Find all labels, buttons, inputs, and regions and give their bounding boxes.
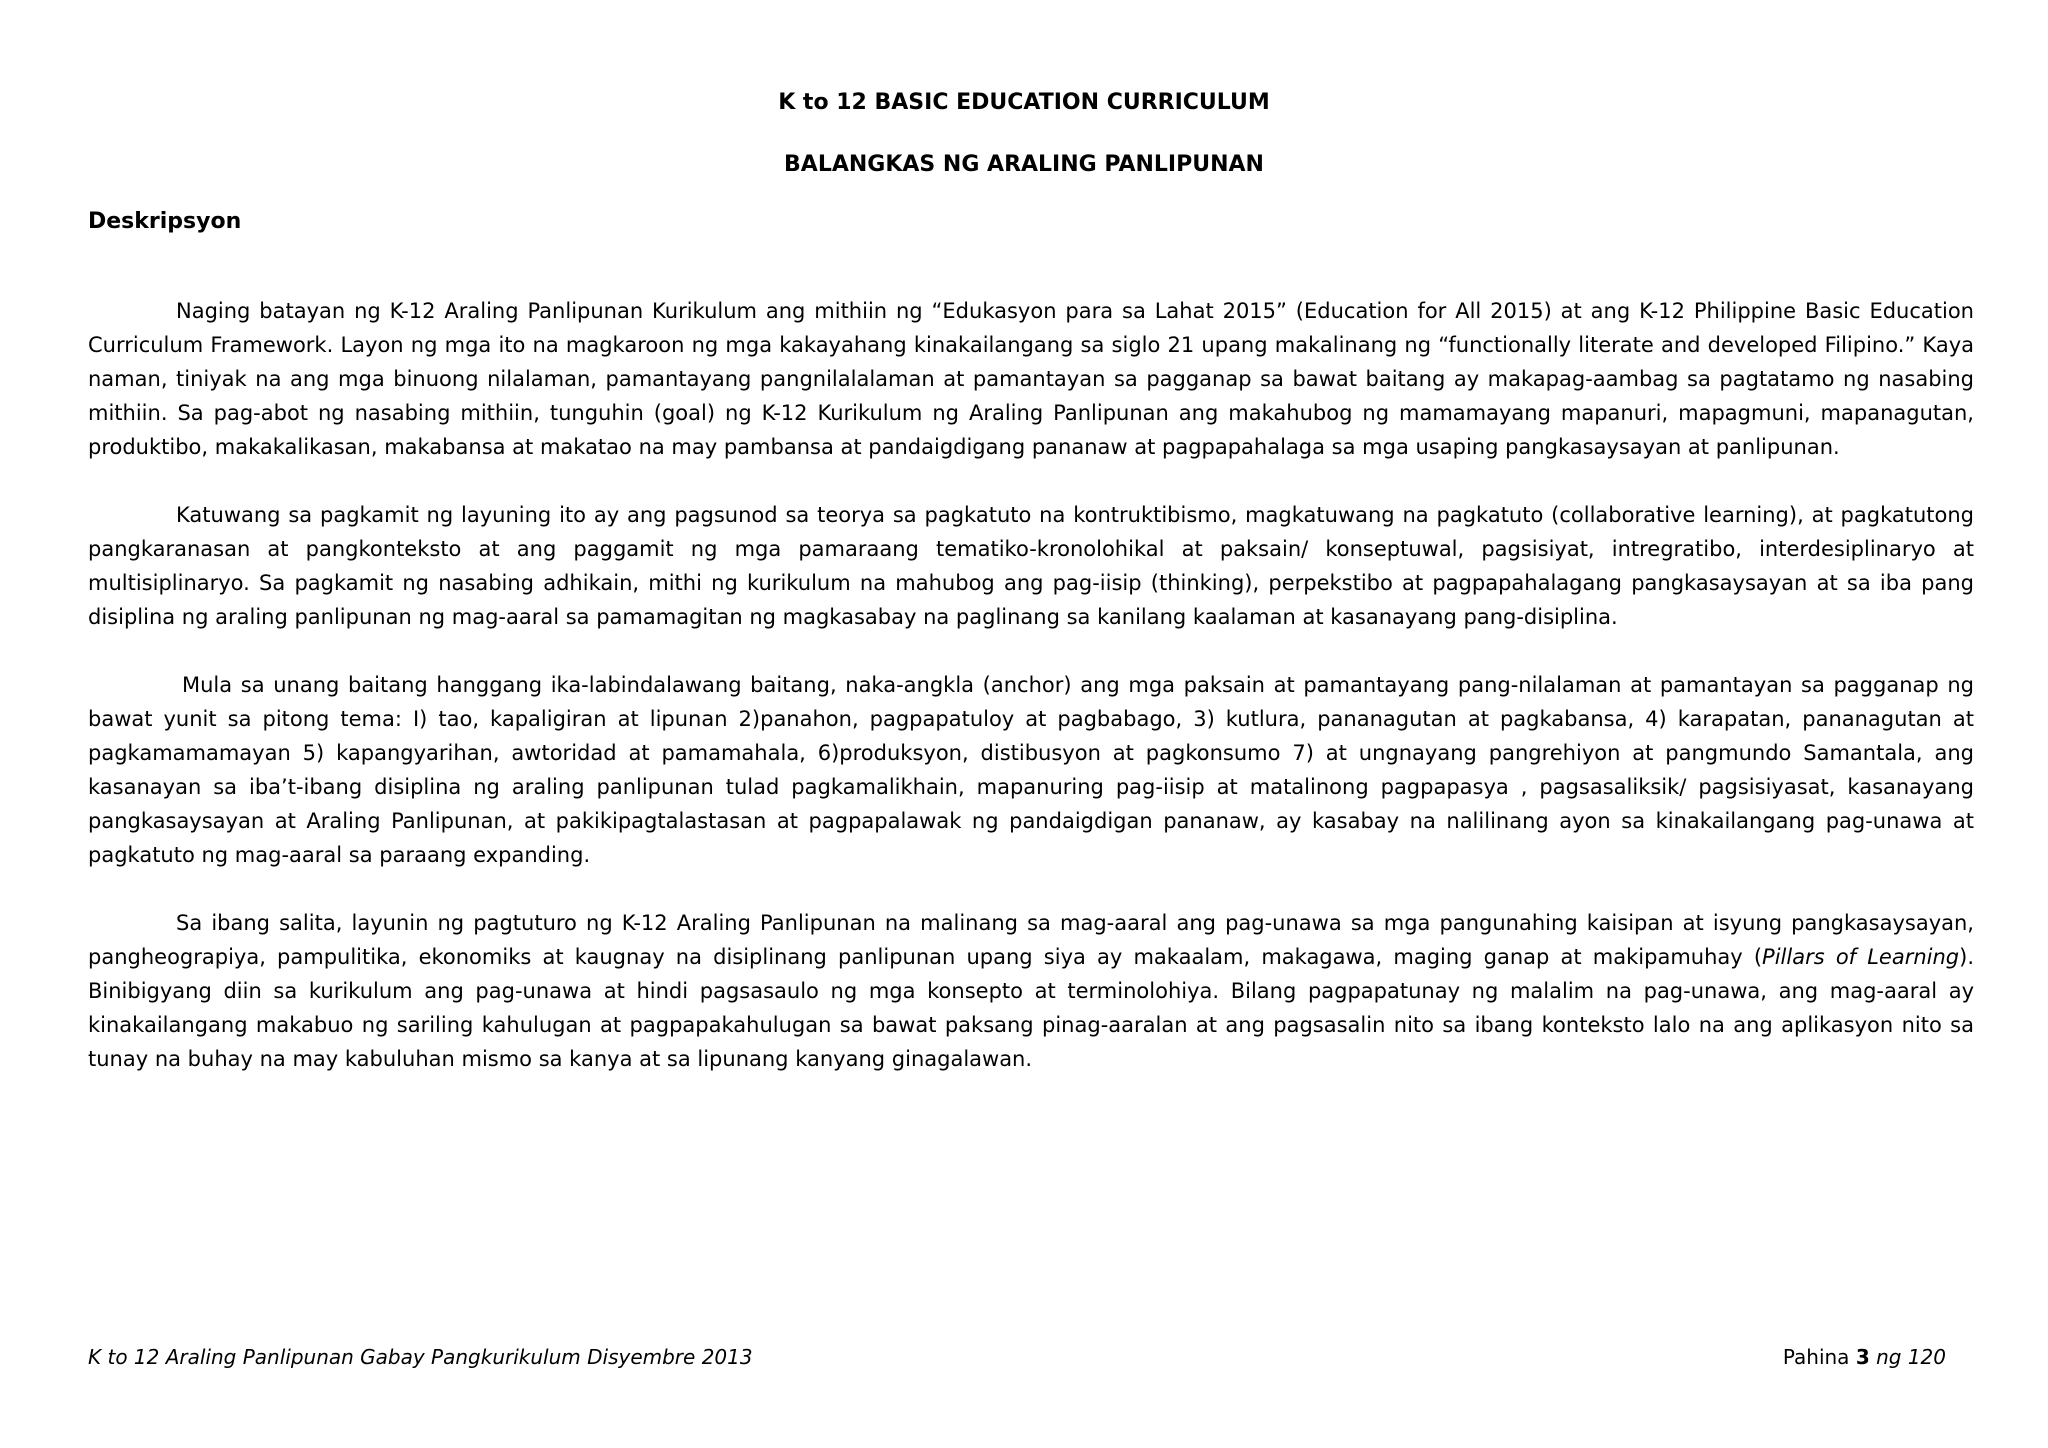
footer-page-total: ng 120 xyxy=(1876,1345,1946,1369)
footer-page-indicator xyxy=(1783,1344,1946,1370)
paragraph-4 xyxy=(88,906,1974,1076)
paragraph-4-italic-term: Pillars of Learning xyxy=(1762,945,1960,969)
paragraph-4-text-end: ). Binibigyang diin sa kurikulum ang pag-unawa at hindi pagsasaulo ng mga konsepto at terminolohiya. Bilang pagpapatunay ng malalim na pag-unawa, ang mag-aaral ay kinakailangang makabuo ng sariling kahulugan at pagpapakahulugan sa bawat paksang pinag-aaralan at ang pagsasalin nito sa ibang konteksto lalo na ang aplikasyon nito sa tunay na buhay na may kabuluhan mismo sa kanya at sa lipunang kanyang ginagalawan. xyxy=(88,945,1974,1071)
section-heading: Deskripsyon xyxy=(88,209,242,234)
footer-page-number: 3 xyxy=(1855,1345,1870,1369)
document-subtitle: BALANGKAS NG ARALING PANLIPUNAN xyxy=(784,152,1264,177)
paragraph-3: Mula sa unang baitang hanggang ika-labindalawang baitang, naka-angkla (anchor) ang mga paksain at pamantayang pang-nilalaman at pamantayan sa pagganap ng bawat yunit sa pitong tema: I) tao, kapaligiran at lipunan 2)panahon, pagpapatuloy at pagbabago, 3) kutlura, pananagutan at pagkabansa, 4) karapatan, pananagutan at pagkamamamayan 5) kapangyarihan, awtoridad at pamamahala, 6)produksyon, distibusyon at pagkonsumo 7) at ungnayang pangrehiyon at pangmundo Samantala, ang kasanayan sa iba’t-ibang disiplina ng araling panlipunan tulad pagkamalikhain, mapanuring pag-iisip at matalinong pagpapasya , pagsasaliksik/ pagsisiyasat, kasanayang pangkasaysayan at Araling Panlipunan, at pakikipagtalastasan at pagpapalawak ng pandaigdigan pananaw, ay kasabay na nalilinang ayon sa kinakailangang pag-unawa at pagkatuto ng mag-aaral sa paraang expanding. xyxy=(88,673,1974,867)
document-title: K to 12 BASIC EDUCATION CURRICULUM xyxy=(778,90,1270,115)
footer-page-label: Pahina xyxy=(1782,1345,1850,1369)
footer-document-title: K to 12 Araling Panlipunan Gabay Pangkurikulum Disyembre 2013 xyxy=(88,1345,753,1369)
paragraph-2: Katuwang sa pagkamit ng layuning ito ay ang pagsunod sa teorya sa pagkatuto na kontruktibismo, magkatuwang na pagkatuto (collaborative learning), at pagkatutong pangkaranasan at pangkonteksto at ang paggamit ng mga pamaraang tematiko-kronolohikal at paksain/ konseptuwal, pagsisiyat, intregratibo, interdesiplinaryo at multisiplinaryo. Sa pagkamit ng nasabing adhikain, mithi ng kurikulum na mahubog ang pag-iisip (thinking), perpekstibo at pagpapahalagang pangkasaysayan at sa iba pang disiplina ng araling panlipunan ng mag-aaral sa pamamagitan ng magkasabay na paglinang sa kanilang kaalaman at kasanayang pang-disiplina. xyxy=(88,503,1974,629)
paragraph-1: Naging batayan ng K-12 Araling Panlipunan Kurikulum ang mithiin ng “Edukasyon para sa Lahat 2015” (Education for All 2015) at ang K-12 Philippine Basic Education Curriculum Framework. Layon ng mga ito na magkaroon ng mga kakayahang kinakailangang sa siglo 21 upang makalinang ng “functionally literate and developed Filipino.” Kaya naman, tiniyak na ang mga binuong nilalaman, pamantayang pangnilalalaman at pamantayan sa pagganap sa bawat baitang ay makapag-aambag sa pagtatamo ng nasabing mithiin. Sa pag-abot ng nasabing mithiin, tunguhin (goal) ng K-12 Kurikulum ng Araling Panlipunan ang makahubog ng mamamayang mapanuri, mapagmuni, mapanagutan, produktibo, makakalikasan, makabansa at makatao na may pambansa at pandaigdigang pananaw at pagpapahalaga sa mga usaping pangkasaysayan at panlipunan. xyxy=(88,299,1974,459)
document-body xyxy=(88,294,1974,1110)
paragraph-4-text-start: Sa ibang salita, layunin ng pagtuturo ng K-12 Araling Panlipunan na malinang sa mag-aaral ang pag-unawa sa mga pangunahing kaisipan at isyung pangkasaysayan, pangheograpiya, pampulitika, ekonomiks at kaugnay na disiplinang panlipunan upang siya ay makaalam, makagawa, maging ganap at makipamuhay ( xyxy=(88,911,1974,969)
